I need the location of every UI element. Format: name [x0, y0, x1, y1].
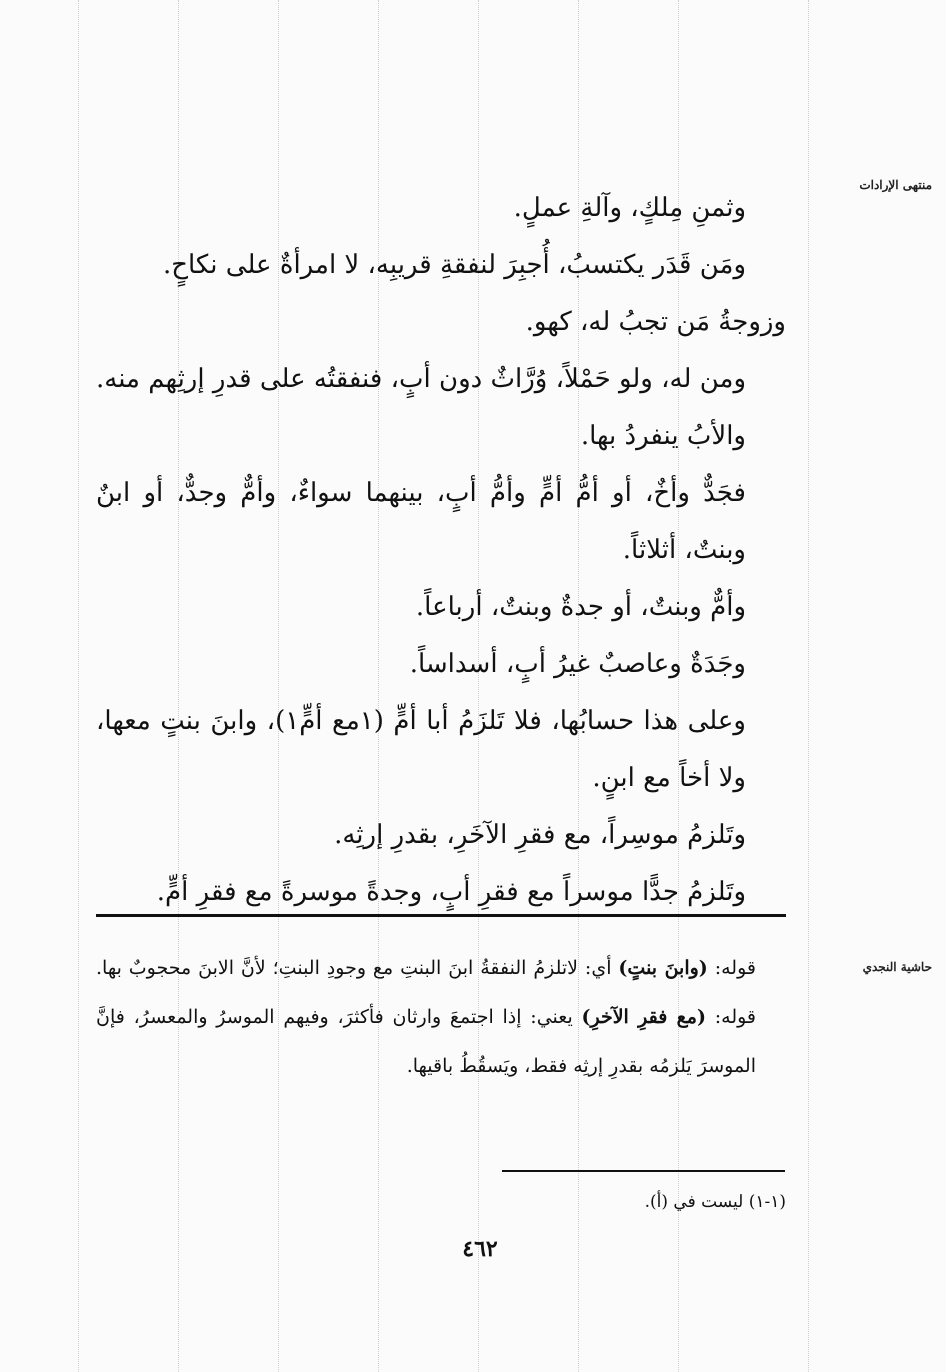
paragraph: وزوجةُ مَن تجبُ له، كهو.: [525, 307, 786, 337]
paragraph: وتَلزمُ موسِراً، مع فقرِ الآخَرِ، بقدرِ إرثِه.: [334, 820, 746, 850]
commentary-text: يعني: إذا اجتمعَ وارثان فأكثرَ، وفيهم الموسرُ والمعسرُ، فإنَّ الموسرَ يَلزمُه بقدرِ إرثِه فقط، ويَسقُطُ باقيها.: [96, 1006, 756, 1077]
quoted-phrase: (وابنَ بنتٍ): [618, 957, 708, 979]
section-divider: [96, 914, 786, 917]
dotted-guide: [78, 0, 79, 1372]
paragraph: وجَدَةٌ وعاصبٌ غيرُ أبٍ، أسداساً.: [409, 649, 746, 679]
paragraph: وثمنِ مِلكٍ، وآلةِ عملٍ.: [513, 193, 746, 223]
main-text: [96, 180, 786, 921]
page-number: ٤٦٢: [462, 1236, 498, 1262]
commentary-text: قوله:: [707, 957, 756, 979]
commentary-paragraph: [96, 944, 786, 1091]
notes-label: حاشية النجدي: [862, 960, 932, 974]
footnote-divider: [502, 1170, 785, 1172]
paragraph: ومن له، ولو حَمْلاً، وُرَّاثٌ دون أبٍ، فنفقتُه على قدرِ إرثِهم منه. والأبُ ينفردُ بها.: [96, 364, 746, 451]
dotted-guide: [808, 0, 809, 1372]
header-label: منتهى الإرادات: [859, 178, 932, 192]
paragraph: ومَن قَدَر يكتسبُ، أُجبِرَ لنفقةِ قريبِه، لا امرأةٌ على نكاحٍ.: [162, 250, 746, 280]
paragraph: وأمٌّ وبنتٌ، أو جدةٌ وبنتٌ، أرباعاً.: [415, 592, 746, 622]
paragraph: فجَدٌّ وأخٌ، أو أمُّ أمٍّ وأمُّ أبٍ، بينهما سواءٌ، وأمٌّ وجدٌّ، أو ابنٌ وبنتٌ، أثلاثاً.: [96, 478, 746, 565]
paragraph: وتَلزمُ جدًّا موسراً مع فقرِ أبٍ، وجدةً موسرةً مع فقرِ أمٍّ.: [156, 877, 746, 907]
paragraph: وعلى هذا حسابُها، فلا تَلزَمُ أبا أمٍّ (١مع أمٍّ١)، وابنَ بنتٍ معها، ولا أخاً مع ابنٍ.: [96, 706, 746, 793]
commentary: [96, 944, 786, 1091]
quoted-phrase: (مع فقرِ الآخرِ): [581, 1006, 706, 1028]
commentary-text: أي: لاتلزمُ النفقةُ ابنَ البنتِ مع وجودِ البنتِ؛ لأنَّ الابنَ محجوبٌ بها. قوله:: [96, 957, 757, 1028]
footnote: (١-١) ليست في (أ).: [644, 1192, 786, 1212]
